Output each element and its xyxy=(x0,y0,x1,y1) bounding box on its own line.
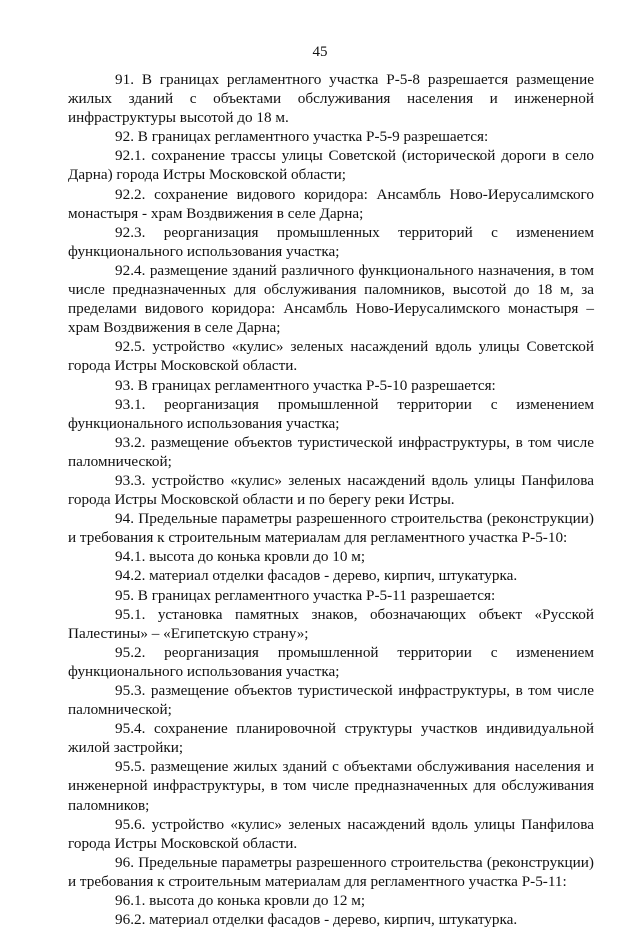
paragraph-96-1: 96.1. высота до конька кровли до 12 м; xyxy=(115,892,366,910)
paragraph-92-1: 92.1. сохранение трассы улицы Советской (исторической дороги в село Дарна) города Истры Московской области; xyxy=(68,147,594,184)
paragraph-95: 95. В границах регламентного участка Р-5-11 разрешается: xyxy=(115,586,496,604)
paragraph-95-6: 95.6. устройство «кулис» зеленых насаждений вдоль улицы Панфилова города Истры Московской области. xyxy=(68,815,594,852)
paragraph-93-2: 93.2. размещение объектов туристической инфраструктуры, в том числе паломнической; xyxy=(68,433,594,470)
paragraph-92-3: 92.3. реорганизация промышленных территорий с изменением функционального использования участка; xyxy=(68,223,594,260)
paragraph-95-1: 95.1. установка памятных знаков, обозначающих объект «Русской Палестины» – «Египетскую страну»; xyxy=(68,605,594,642)
paragraph-96-2: 96.2. материал отделки фасадов - дерево, кирпич, штукатурка. xyxy=(115,911,518,929)
paragraph-95-4: 95.4. сохранение планировочной структуры участков индивидуальной жилой застройки; xyxy=(68,720,594,757)
paragraph-93: 93. В границах регламентного участка Р-5-10 разрешается: xyxy=(115,376,496,394)
paragraph-95-5: 95.5. размещение жилых зданий с объектами обслуживания населения и инженерной инфраструктуры, в том числе предназначенных для обслуживания паломников; xyxy=(68,758,594,814)
paragraph-92-2: 92.2. сохранение видового коридора: Ансамбль Ново-Иерусалимского монастыря - храм Воздвижения в селе Дарна; xyxy=(68,185,594,222)
paragraph-91: 91. В границах регламентного участка Р-5-8 разрешается размещение жилых зданий с объектами обслуживания населения и инженерной инфраструктуры высотой до 18 м. xyxy=(68,71,594,127)
paragraph-94: 94. Предельные параметры разрешенного строительства (реконструкции) и требования к строительным материалам для регламентного участка Р-5-10: xyxy=(68,510,594,547)
paragraph-92: 92. В границах регламентного участка Р-5-9 разрешается: xyxy=(115,128,489,146)
page-number: 45 xyxy=(312,44,328,60)
paragraph-93-3: 93.3. устройство «кулис» зеленых насаждений вдоль улицы Панфилова города Истры Московской области и по берегу реки Истры. xyxy=(68,471,594,509)
paragraph-93-1: 93.1. реорганизация промышленной территории с изменением функционального использования участка; xyxy=(68,395,594,432)
paragraph-92-4: 92.4. размещение зданий различного функционального назначения, в том числе предназначенных для обслуживания паломников, высотой до 18 м, за пределами видового коридора: Ансамбль Ново-Иерусалимского монастыря – храм Воздвижения в селе Дарна; xyxy=(68,261,594,337)
paragraph-95-2: 95.2. реорганизация промышленной территории с изменением функционального использования участка; xyxy=(68,643,594,680)
paragraph-94-2: 94.2. материал отделки фасадов - дерево, кирпич, штукатурка. xyxy=(115,567,518,585)
paragraph-92-5: 92.5. устройство «кулис» зеленых насаждений вдоль улицы Советской города Истры Московской области. xyxy=(68,338,594,375)
document-body xyxy=(68,70,594,929)
paragraph-96: 96. Предельные параметры разрешенного строительства (реконструкции) и требования к строительным материалам для регламентного участка Р-5-11: xyxy=(68,853,594,890)
paragraph-95-3: 95.3. размещение объектов туристической инфраструктуры, в том числе паломнической; xyxy=(68,682,594,719)
paragraph-94-1: 94.1. высота до конька кровли до 10 м; xyxy=(115,548,366,566)
